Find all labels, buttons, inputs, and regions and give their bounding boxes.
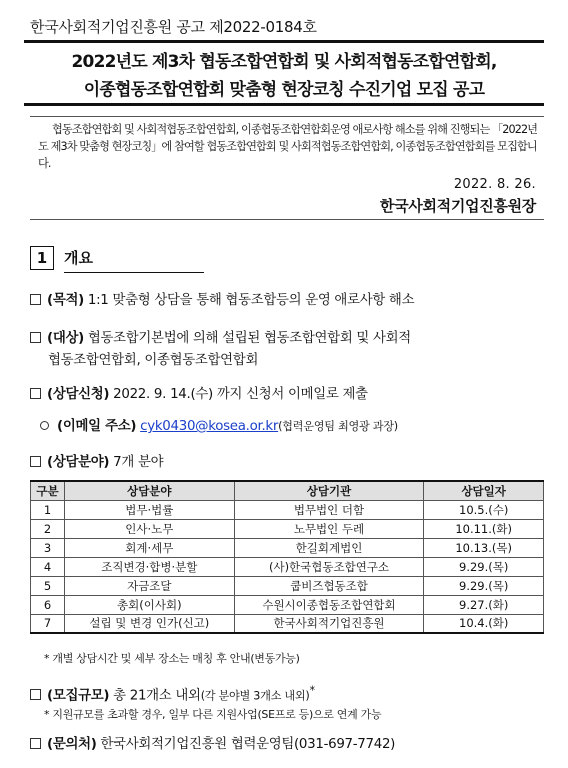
table-cell: 자금조달 bbox=[64, 576, 234, 595]
footnote-mark: * bbox=[309, 684, 315, 697]
table-cell: 9.29.(목) bbox=[424, 557, 544, 576]
item-label: (문의처) bbox=[47, 737, 97, 752]
item-text: 총 21개소 내외 bbox=[109, 688, 201, 704]
table-cell: 4 bbox=[31, 557, 65, 576]
table-header-row bbox=[31, 481, 544, 500]
item-text: 협동조합기본법에 의해 설립된 협동조합연합회 및 사회적 bbox=[83, 331, 411, 346]
item-apply bbox=[30, 384, 368, 406]
email-link[interactable]: cyk0430@kosea.or.kr bbox=[140, 419, 279, 434]
table-row bbox=[31, 538, 544, 557]
section-number: 1 bbox=[30, 246, 54, 270]
table-cell: 한국사회적기업진흥원 bbox=[234, 614, 424, 633]
item-detail: (각 분야별 3개소 내외) bbox=[200, 689, 310, 703]
item-text: 2022. 9. 14.(수) 까지 신청서 이메일로 제출 bbox=[109, 387, 368, 402]
scale-note: * 지원규모를 초과할 경우, 일부 다른 지원사업(SE프로 등)으로 연계 가능 bbox=[44, 708, 382, 721]
checkbox-square-icon bbox=[30, 456, 41, 467]
table-row bbox=[31, 595, 544, 614]
item-text: 7개 분야 bbox=[109, 455, 164, 470]
schedule-table bbox=[30, 480, 544, 634]
table-header: 구분 bbox=[31, 481, 65, 500]
item-label: (대상) bbox=[47, 331, 84, 346]
item-label: (목적) bbox=[47, 293, 84, 308]
table-cell: (사)한국협동조합연구소 bbox=[234, 557, 424, 576]
checkbox-square-icon bbox=[30, 388, 41, 399]
table-cell: 인사·노무 bbox=[64, 519, 234, 538]
table-cell: 10.11.(화) bbox=[424, 519, 544, 538]
table-header: 상담일자 bbox=[424, 481, 544, 500]
table-cell: 10.5.(수) bbox=[424, 500, 544, 519]
table-row bbox=[31, 576, 544, 595]
item-label: (상담신청) bbox=[47, 387, 110, 402]
table-cell: 6 bbox=[31, 595, 65, 614]
table-header: 상담분야 bbox=[64, 481, 234, 500]
notice-number: 한국사회적기업진흥원 공고 제2022-0184호 bbox=[30, 18, 317, 36]
table-cell: 회계·세무 bbox=[64, 538, 234, 557]
email-label: (이메일 주소) bbox=[57, 419, 137, 434]
checkbox-square-icon bbox=[30, 689, 41, 700]
checkbox-square-icon bbox=[30, 332, 41, 343]
table-cell: 한길회계법인 bbox=[234, 538, 424, 557]
table-row bbox=[31, 519, 544, 538]
table-cell: 노무법인 두레 bbox=[234, 519, 424, 538]
intro-org: 한국사회적기업진흥원장 bbox=[379, 197, 536, 215]
item-scale bbox=[30, 680, 315, 707]
table-cell: 7 bbox=[31, 614, 65, 633]
checkbox-square-icon bbox=[30, 294, 41, 305]
item-label: (모집규모) bbox=[47, 688, 110, 704]
table-cell: 10.4.(화) bbox=[424, 614, 544, 633]
table-cell: 9.27.(화) bbox=[424, 595, 544, 614]
table-cell: 3 bbox=[31, 538, 65, 557]
item-label: (상담분야) bbox=[47, 455, 110, 470]
table-row bbox=[31, 614, 544, 633]
schedule-note: * 개별 상담시간 및 세부 장소는 매칭 후 안내(변동가능) bbox=[44, 652, 300, 665]
table-cell: 법무·법률 bbox=[64, 500, 234, 519]
table-cell: 5 bbox=[31, 576, 65, 595]
table-cell: 설립 및 변경 인가(신고) bbox=[64, 614, 234, 633]
table-cell: 총회(이사회) bbox=[64, 595, 234, 614]
title-line-1: 2022년도 제3차 협동조합연합회 및 사회적협동조합연합회, bbox=[71, 52, 497, 72]
table-cell: 쿱비즈협동조합 bbox=[234, 576, 424, 595]
checkbox-square-icon bbox=[30, 738, 41, 749]
item-inquiry bbox=[30, 734, 395, 756]
table-cell: 2 bbox=[31, 519, 65, 538]
table-row bbox=[31, 500, 544, 519]
item-text: 1:1 맞춤형 상담을 통해 협동조합등의 운영 애로사항 해소 bbox=[83, 293, 415, 308]
table-cell: 수원시이종협동조합연합회 bbox=[234, 595, 424, 614]
item-target bbox=[30, 328, 411, 372]
item-text-continued: 협동조합연합회, 이종협동조합연합회 bbox=[48, 353, 259, 368]
intro-box bbox=[30, 116, 544, 220]
intro-text: 협동조합연합회 및 사회적협동조합연합회, 이종협동조합연합회운영 애로사항 해소를 위해 진행되는 「2022년도 제3차 맞춤형 현장코칭」에 참여할 협동조합연합회 및 사회적협동조합연합회, 이종협동조합연합회를 모집합니다. bbox=[38, 123, 538, 170]
item-email bbox=[40, 416, 398, 438]
section-title: 개요 bbox=[64, 247, 204, 273]
item-text: 한국사회적기업진흥원 협력운영팀(031-697-7742) bbox=[96, 737, 396, 752]
intro-date: 2022. 8. 26. bbox=[453, 177, 536, 192]
title-box bbox=[24, 40, 544, 106]
table-cell: 10.13.(목) bbox=[424, 538, 544, 557]
title-line-2: 이종협동조합연합회 맞춤형 현장코칭 수진기업 모집 공고 bbox=[83, 80, 485, 100]
item-fields bbox=[30, 452, 163, 474]
table-cell: 조직변경·합병·분할 bbox=[64, 557, 234, 576]
circle-bullet-icon bbox=[40, 421, 49, 430]
table-row bbox=[31, 557, 544, 576]
table-cell: 9.29.(목) bbox=[424, 576, 544, 595]
email-contact: (협력운영팀 최영광 과장) bbox=[278, 420, 398, 433]
item-purpose bbox=[30, 290, 414, 312]
table-cell: 1 bbox=[31, 500, 65, 519]
table-header: 상담기관 bbox=[234, 481, 424, 500]
table-cell: 법무법인 더함 bbox=[234, 500, 424, 519]
